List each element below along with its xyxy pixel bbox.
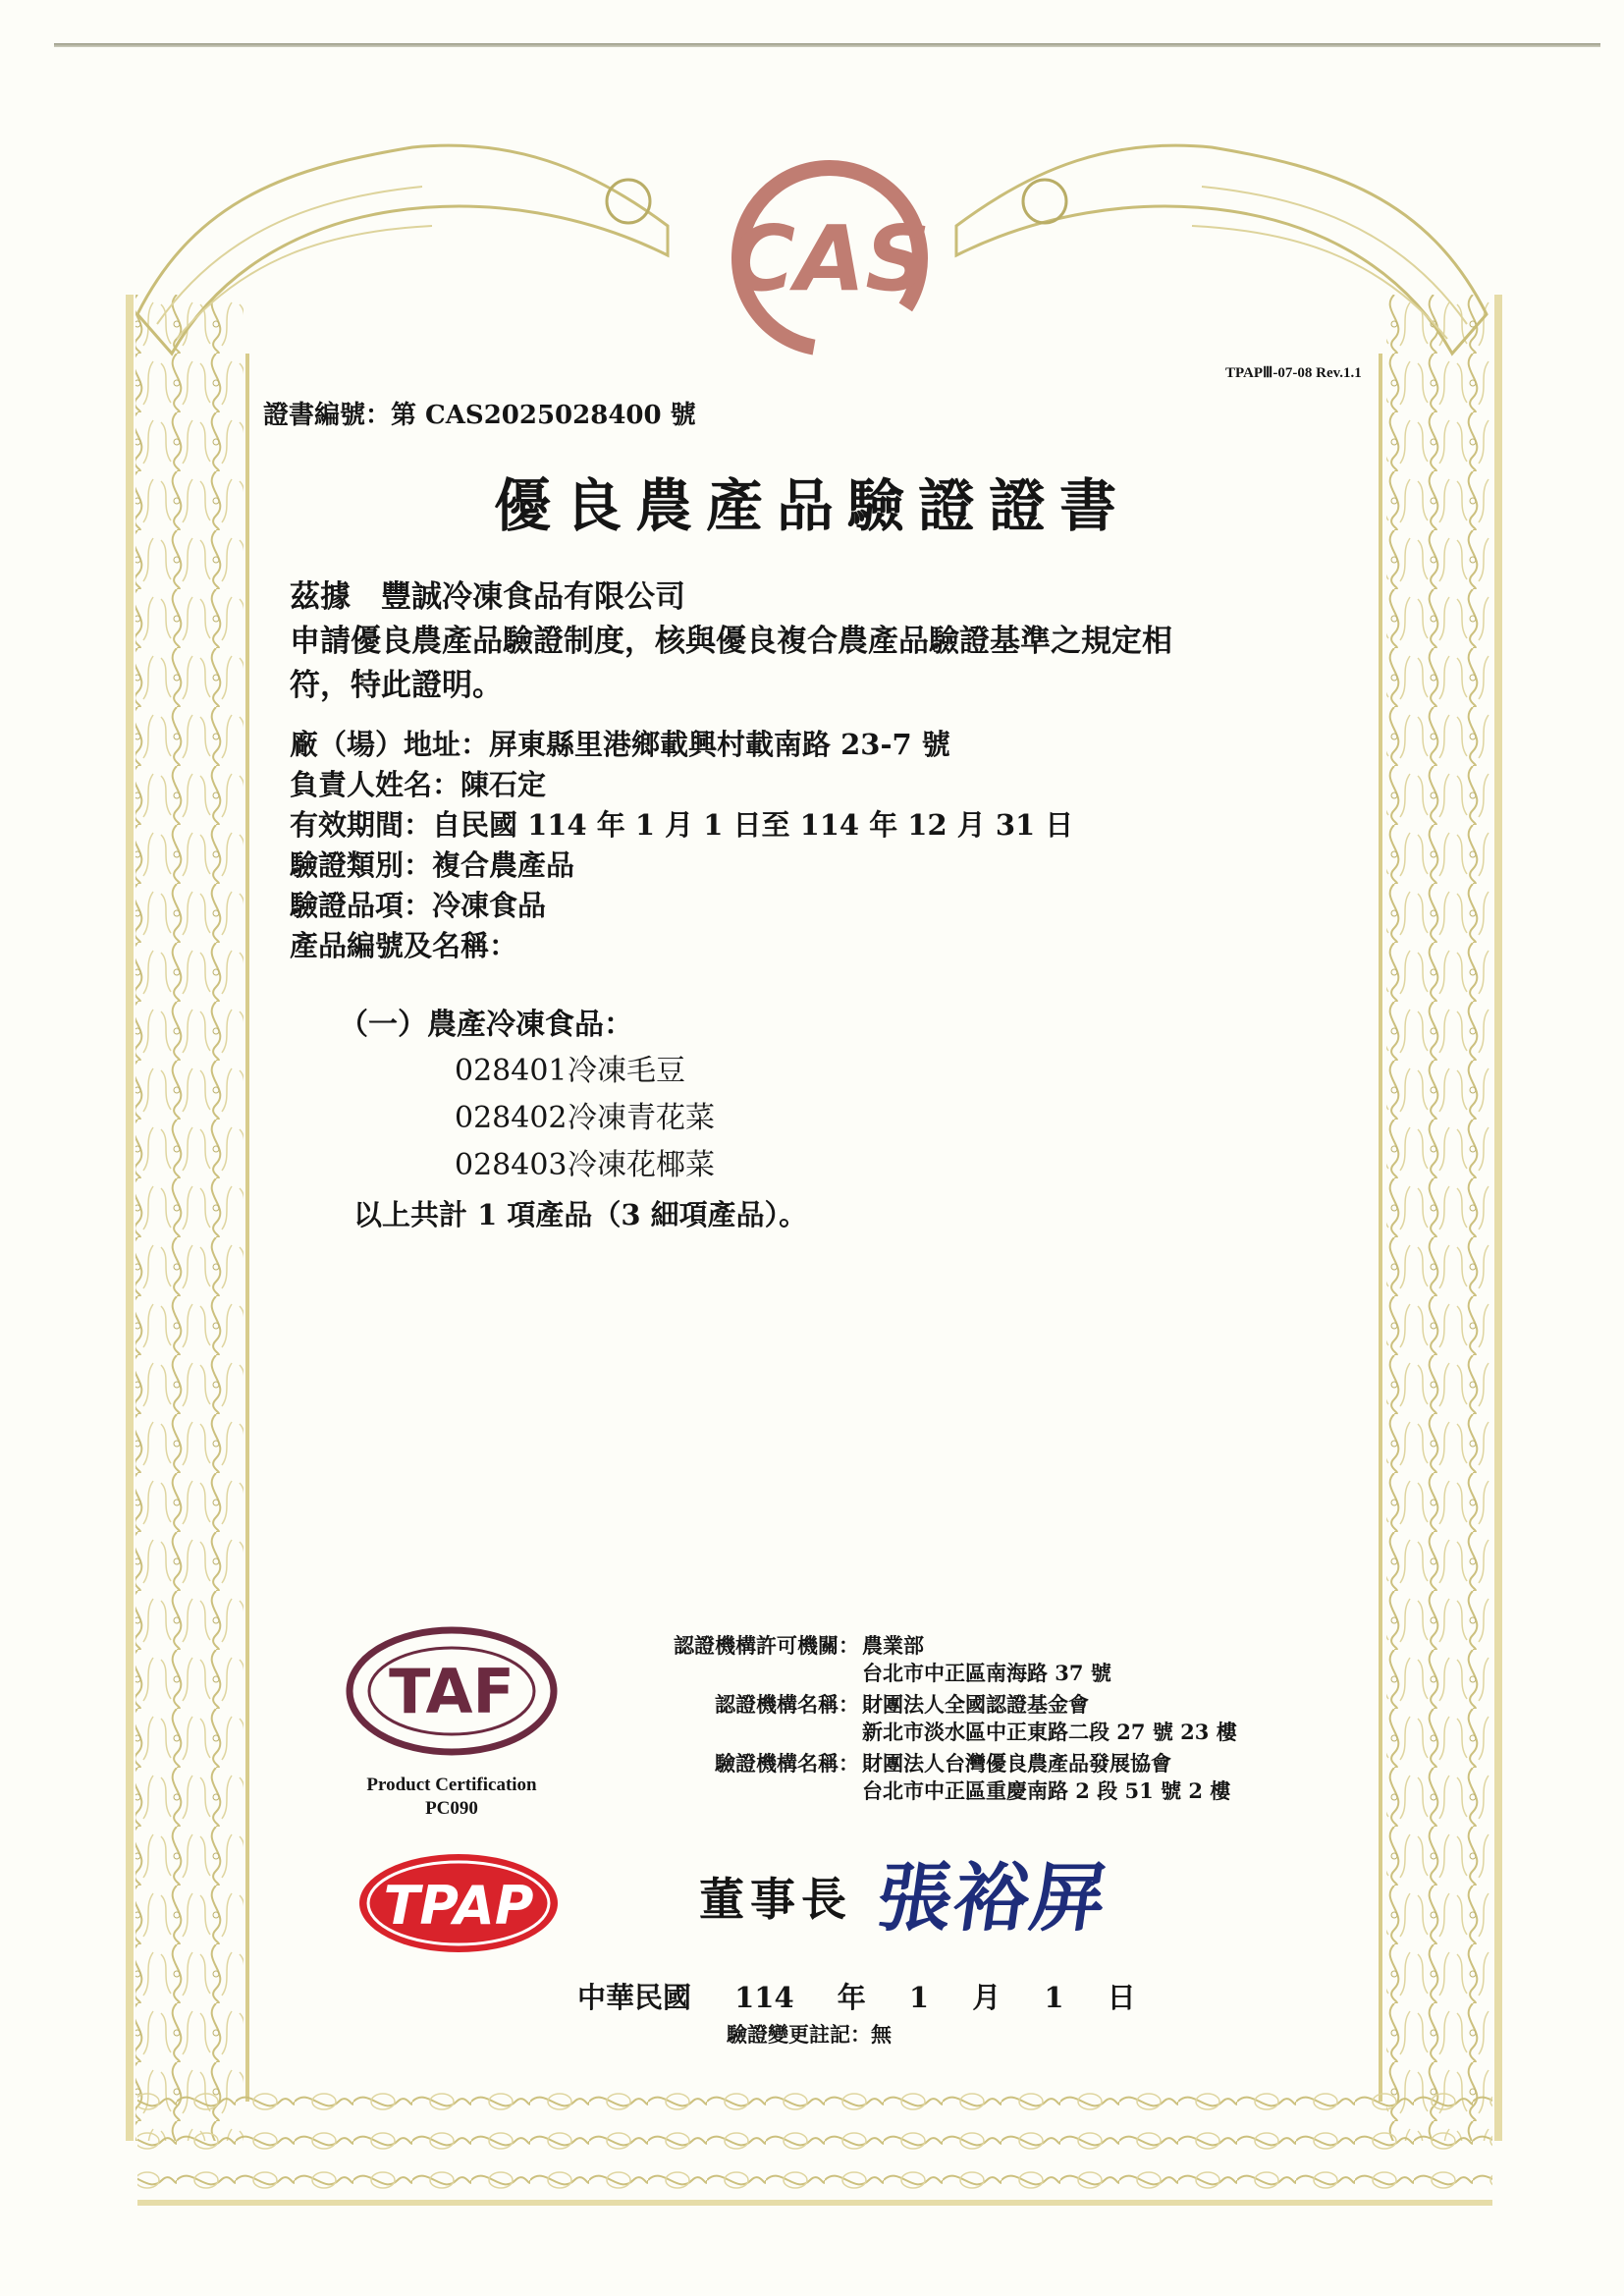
product-item: [455, 1140, 715, 1183]
tpap-logo-text: TPAP: [383, 1875, 534, 1937]
certificate-number: 證書編號：第 CAS2025028400 號: [263, 401, 696, 430]
accreditation-body-label: 認證機構名稱：: [715, 1692, 859, 1717]
declaration-line-3: 符，特此證明。: [290, 668, 503, 703]
product-code: 028402: [455, 1101, 568, 1135]
issue-date-month: 1: [908, 1981, 930, 2014]
product-summary: 以上共計 1 項產品（3 細項產品）。: [353, 1198, 808, 1231]
accreditation-body-address: 新北市淡水區中正東路二段 27 號 23 樓: [862, 1720, 1237, 1744]
issue-date-era: 中華民國: [577, 1981, 692, 2014]
product-name: 冷凍青花菜: [568, 1101, 715, 1135]
cas-logo-text: CAS: [729, 206, 931, 311]
certification-body-label: 驗證機構名稱：: [715, 1751, 859, 1776]
issue-date-day: 1: [1044, 1981, 1064, 2014]
certification-category: 驗證類別：複合農產品: [290, 848, 575, 882]
issue-date-month-unit: 月: [972, 1981, 1001, 2014]
declaration-line-1: 茲據 豐誠冷凍食品有限公司: [290, 579, 685, 615]
responsible-person: 負責人姓名：陳石定: [290, 768, 547, 801]
issue-date: [577, 1976, 1169, 2016]
change-note: 驗證變更註記：無: [727, 2022, 892, 2047]
taf-caption-line-2: PC090: [425, 1798, 478, 1819]
chairman-signature: 張裕屏: [871, 1854, 1114, 1941]
product-name: 冷凍毛豆: [568, 1054, 685, 1088]
license-authority-name: 農業部: [862, 1633, 924, 1658]
product-code: 028401: [455, 1054, 568, 1088]
factory-address: 廠（場）地址：屏東縣里港鄉載興村載南路 23-7 號: [290, 728, 950, 761]
taf-caption-line-1: Product Certification: [366, 1775, 537, 1795]
taf-logo-text: TAF: [389, 1656, 514, 1727]
certificate-title: 優良農產品驗證證書: [493, 472, 1130, 539]
product-name: 冷凍花椰菜: [568, 1148, 715, 1182]
product-list-label: 產品編號及名稱：: [290, 929, 518, 962]
product-item: [455, 1093, 715, 1136]
certification-body-address: 台北市中正區重慶南路 2 段 51 號 2 樓: [862, 1778, 1231, 1803]
certification-item: 驗證品項：冷凍食品: [290, 889, 547, 922]
product-code: 028403: [455, 1148, 568, 1182]
declaration-line-2: 申請優良農產品驗證制度，核與優良複合農產品驗證基準之規定相: [290, 624, 1172, 659]
product-category: （一）農產冷凍食品：: [339, 1008, 633, 1042]
validity-period: 有效期間：自民國 114 年 1 月 1 日至 114 年 12 月 31 日: [290, 808, 1074, 842]
chairman-title: 董事長: [699, 1873, 852, 1926]
issue-date-year-unit: 年: [837, 1981, 866, 2014]
taf-logo-icon: [344, 1622, 560, 1760]
product-item: [455, 1046, 685, 1089]
license-authority-label: 認證機構許可機關：: [674, 1633, 859, 1658]
issue-date-day-unit: 日: [1107, 1981, 1136, 2014]
issue-date-year: 114: [734, 1981, 794, 2014]
certification-body-name: 財團法人台灣優良農產品發展協會: [862, 1751, 1171, 1776]
taf-caption: [334, 1774, 569, 1821]
cas-logo-icon: [727, 152, 933, 363]
accreditation-body-name: 財團法人全國認證基金會: [862, 1692, 1089, 1717]
form-code: TPAPⅢ-07-08 Rev.1.1: [1225, 365, 1362, 381]
license-authority-address: 台北市中正區南海路 37 號: [862, 1661, 1111, 1685]
tpap-logo-icon: [355, 1849, 562, 1957]
